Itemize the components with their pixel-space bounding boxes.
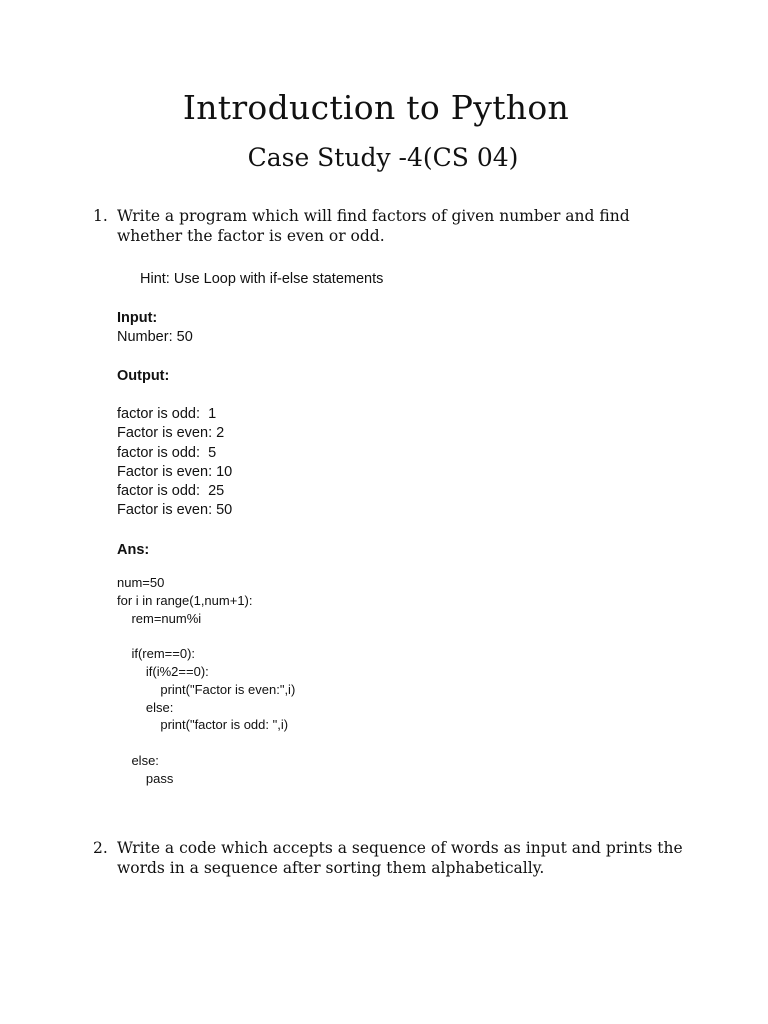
code-line: rem=num%i xyxy=(117,610,202,626)
question-2-number: 2. xyxy=(93,839,108,857)
answer-code-block xyxy=(117,574,295,788)
question-1-text: Write a program which will find factors of given number and find whether the factor is even or odd. xyxy=(117,207,630,245)
output-label: Output: xyxy=(117,368,170,384)
code-line: print("Factor is even:",i) xyxy=(117,681,296,697)
code-line xyxy=(117,734,295,752)
code-line: else: xyxy=(117,752,159,768)
input-label: Input: xyxy=(117,310,158,326)
output-line: Factor is even: 10 xyxy=(117,463,233,480)
question-1-number: 1. xyxy=(93,207,108,225)
question-2-text: Write a code which accepts a sequence of words as input and prints the words in a sequence after sorting them alphabetically. xyxy=(117,839,683,877)
answer-label: Ans: xyxy=(117,542,150,558)
output-line: factor is odd: 5 xyxy=(117,444,217,461)
code-line: pass xyxy=(117,770,174,786)
page-subtitle: Case Study -4(CS 04) xyxy=(247,143,519,172)
code-line: if(rem==0): xyxy=(117,646,196,662)
input-value: Number: 50 xyxy=(117,329,193,346)
output-line: Factor is even: 2 xyxy=(117,425,225,442)
code-line: print("factor is odd: ",i) xyxy=(117,717,289,733)
page-title: Introduction to Python xyxy=(182,88,570,127)
hint-text: Hint: Use Loop with if-else statements xyxy=(140,271,384,287)
code-line: else: xyxy=(117,699,174,715)
code-line: if(i%2==0): xyxy=(117,663,209,679)
code-line: num=50 xyxy=(117,575,165,590)
input-section xyxy=(117,309,193,348)
output-lines xyxy=(117,405,232,521)
code-line xyxy=(117,627,295,645)
code-line: for i in range(1,num+1): xyxy=(117,592,253,608)
output-line: Factor is even: 50 xyxy=(117,502,233,519)
output-line: factor is odd: 1 xyxy=(117,406,217,422)
output-line: factor is odd: 25 xyxy=(117,483,225,500)
